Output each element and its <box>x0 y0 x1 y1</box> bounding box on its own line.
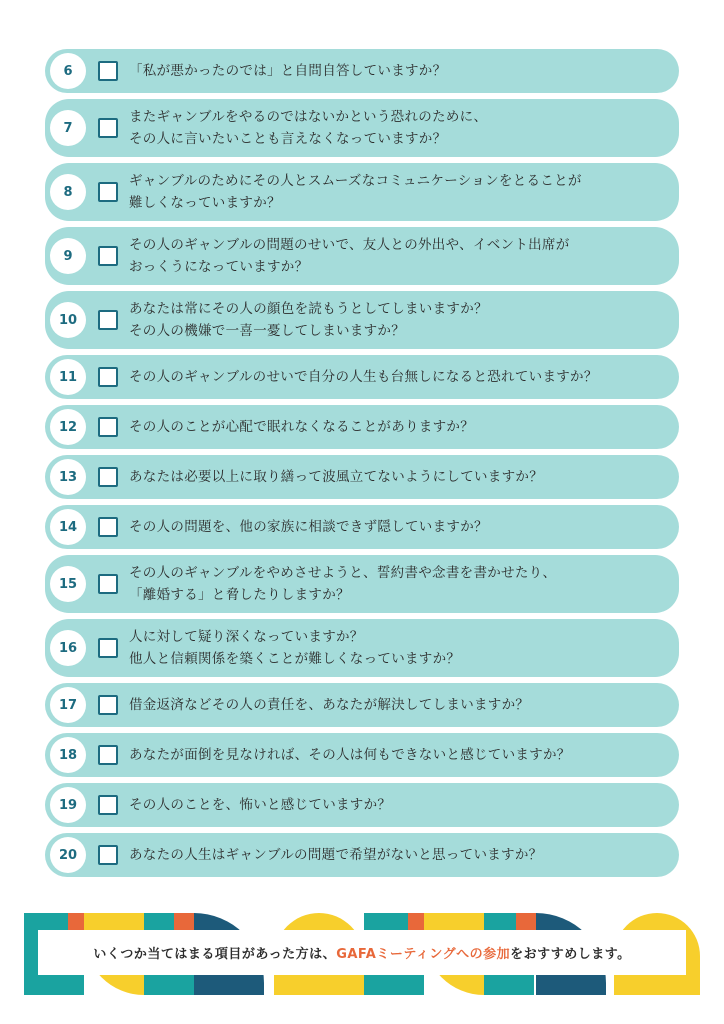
question-text-line: あなたが面倒を見なければ、その人は何もできないと感じていますか？ <box>129 747 571 763</box>
question-text-line: 借金返済などその人の責任を、あなたが解決してしまいますか？ <box>129 697 530 713</box>
question-text <box>129 60 669 82</box>
question-number: 11 <box>50 359 86 395</box>
question-text-line: その人に言いたいことも言えなくなっていますか？ <box>129 131 447 147</box>
question-checkbox[interactable] <box>98 845 118 865</box>
question-item <box>45 405 679 449</box>
question-text <box>129 416 669 438</box>
question-checkbox[interactable] <box>98 467 118 487</box>
question-checkbox[interactable] <box>98 61 118 81</box>
question-checkbox[interactable] <box>98 310 118 330</box>
question-text-line: 難しくなっていますか？ <box>129 195 281 211</box>
question-checkbox[interactable] <box>98 745 118 765</box>
question-text <box>129 170 669 214</box>
question-text <box>129 694 669 716</box>
question-checkbox[interactable] <box>98 695 118 715</box>
question-number: 10 <box>50 302 86 338</box>
question-text-line: あなたの人生はギャンブルの問題で希望がないと思っていますか？ <box>129 847 543 863</box>
question-text-line: おっくうになっていますか？ <box>129 259 309 275</box>
question-text-line: その人のギャンブルをやめさせようと、誓約書や念書を書かせたり、 <box>129 565 557 581</box>
question-text-line: その人のことが心配で眠れなくなることがありますか？ <box>129 419 474 435</box>
question-text-line: 人に対して疑り深くなっていますか？ <box>129 629 364 645</box>
question-checkbox[interactable] <box>98 182 118 202</box>
question-text-line: その人のギャンブルの問題のせいで、友人との外出や、イベント出席が <box>129 237 570 253</box>
question-text <box>129 516 669 538</box>
question-item <box>45 505 679 549</box>
question-item <box>45 619 679 677</box>
question-item <box>45 455 679 499</box>
question-item <box>45 783 679 827</box>
question-text-line: 他人と信頼関係を築くことが難しくなっていますか？ <box>129 651 461 667</box>
question-item <box>45 163 679 221</box>
question-text <box>129 794 669 816</box>
question-number: 13 <box>50 459 86 495</box>
question-text-line: 「離婚する」と脅したりしますか？ <box>129 587 350 603</box>
question-number: 17 <box>50 687 86 723</box>
question-text <box>129 626 669 670</box>
question-item <box>45 683 679 727</box>
question-text <box>129 106 669 150</box>
footer-highlight: GAFAミーティングへの参加 <box>336 947 511 962</box>
question-checkbox[interactable] <box>98 246 118 266</box>
question-checkbox[interactable] <box>98 795 118 815</box>
question-text-line: その人のことを、怖いと感じていますか？ <box>129 797 392 813</box>
question-item <box>45 733 679 777</box>
question-number: 18 <box>50 737 86 773</box>
question-number: 9 <box>50 238 86 274</box>
question-text-line: その人の機嫌で一喜一憂してしまいますか？ <box>129 323 405 339</box>
question-number: 14 <box>50 509 86 545</box>
question-checkbox[interactable] <box>98 517 118 537</box>
question-number: 12 <box>50 409 86 445</box>
question-item <box>45 99 679 157</box>
question-checkbox[interactable] <box>98 574 118 594</box>
question-text <box>129 466 669 488</box>
question-text-line: ギャンブルのためにその人とスムーズなコミュニケーションをとることが <box>129 173 582 189</box>
question-checkbox[interactable] <box>98 638 118 658</box>
question-text-line: あなたは必要以上に取り繕って波風立てないようにしていますか？ <box>129 469 543 485</box>
question-text <box>129 234 669 278</box>
footer-message <box>38 930 686 975</box>
question-text-line: その人の問題を、他の家族に相談できず隠していますか？ <box>129 519 488 535</box>
footer-text-before: いくつか当てはまる項目があった方は、 <box>93 947 337 962</box>
question-text <box>129 366 669 388</box>
question-item <box>45 49 679 93</box>
question-text <box>129 844 669 866</box>
question-text-line: あなたは常にその人の顔色を読もうとしてしまいますか？ <box>129 301 488 317</box>
question-number: 7 <box>50 110 86 146</box>
question-text-line: またギャンブルをやるのではないかという恐れのために、 <box>129 109 488 125</box>
question-item <box>45 555 679 613</box>
question-item <box>45 355 679 399</box>
question-text-line: その人のギャンブルのせいで自分の人生も台無しになると恐れていますか？ <box>129 369 598 385</box>
question-item <box>45 833 679 877</box>
question-item <box>45 291 679 349</box>
question-number: 16 <box>50 630 86 666</box>
question-number: 19 <box>50 787 86 823</box>
question-text-line: 「私が悪かったのでは」と自問自答していますか？ <box>129 63 447 79</box>
footer-banner <box>24 913 700 995</box>
question-text <box>129 744 669 766</box>
question-checkbox[interactable] <box>98 417 118 437</box>
question-number: 6 <box>50 53 86 89</box>
question-number: 8 <box>50 174 86 210</box>
question-text <box>129 562 669 606</box>
footer-text-after: をおすすめします。 <box>510 947 631 962</box>
question-item <box>45 227 679 285</box>
question-text <box>129 298 669 342</box>
question-number: 20 <box>50 837 86 873</box>
question-checkbox[interactable] <box>98 118 118 138</box>
question-number: 15 <box>50 566 86 602</box>
question-checkbox[interactable] <box>98 367 118 387</box>
